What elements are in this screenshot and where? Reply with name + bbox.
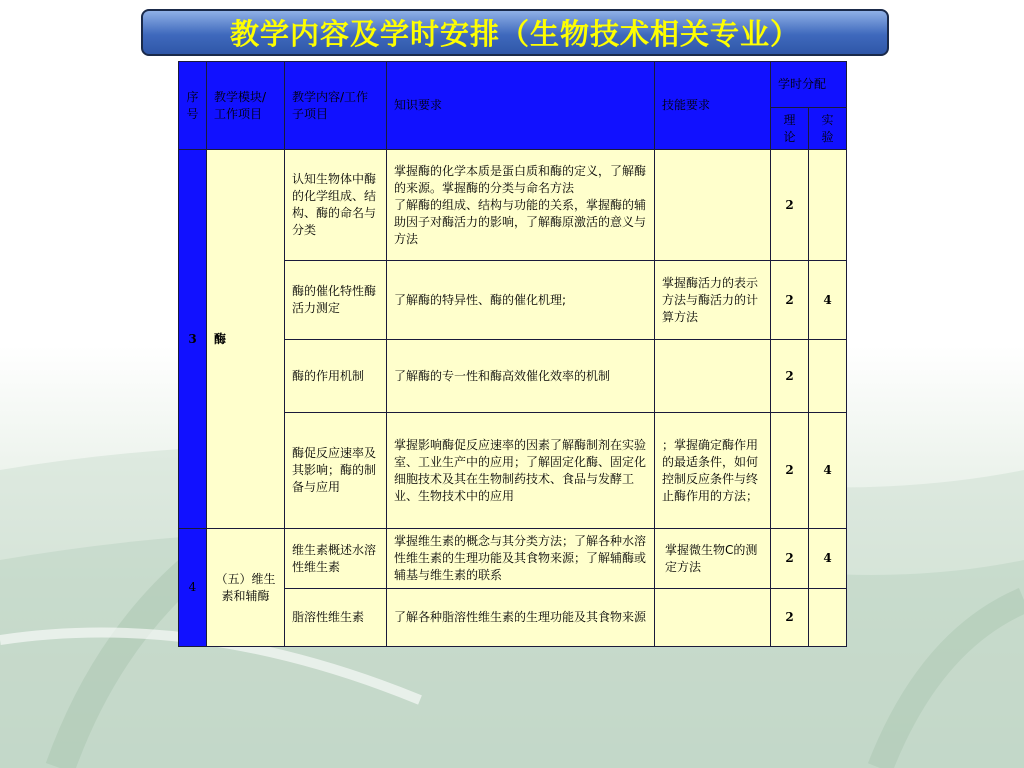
group-seq: 3 <box>179 150 207 529</box>
knowledge-cell: 了解酶的特异性、酶的催化机理; <box>387 261 655 340</box>
syllabus-table <box>178 61 847 647</box>
group-seq: 4 <box>179 529 207 647</box>
experiment-hours <box>809 340 847 413</box>
title-banner <box>141 9 889 56</box>
knowledge-cell: 掌握酶的化学本质是蛋白质和酶的定义，了解酶的来源。掌握酶的分类与命名方法 了解酶的组成、结构与功能的关系，掌握酶的辅助因子对酶活力的影响，了解酶原激活的意义与方法 <box>387 150 655 261</box>
skill-cell: 掌握微生物C的测定方法 <box>655 529 771 589</box>
experiment-hours <box>809 589 847 647</box>
skill-cell: ；掌握确定酶作用的最适条件，如何控制反应条件与终止酶作用的方法； <box>655 413 771 529</box>
header-row <box>179 62 847 108</box>
header-experiment: 实验 <box>809 108 847 150</box>
skill-cell <box>655 589 771 647</box>
content-cell: 脂溶性维生素 <box>285 589 387 647</box>
experiment-hours: 4 <box>809 413 847 529</box>
group-module: 酶 <box>207 150 285 529</box>
header-knowledge: 知识要求 <box>387 62 655 150</box>
theory-hours: 2 <box>771 261 809 340</box>
table-row <box>179 529 847 589</box>
skill-cell: 掌握酶活力的表示方法与酶活力的计算方法 <box>655 261 771 340</box>
group-module: （五）维生素和辅酶 <box>207 529 285 647</box>
knowledge-cell: 掌握维生素的概念与其分类方法；了解各种水溶性维生素的生理功能及其食物来源；了解辅酶或辅基与维生素的联系 <box>387 529 655 589</box>
header-skill: 技能要求 <box>655 62 771 150</box>
content-cell: 酶的催化特性酶活力测定 <box>285 261 387 340</box>
skill-cell <box>655 340 771 413</box>
theory-hours: 2 <box>771 589 809 647</box>
header-seq: 序号 <box>179 62 207 150</box>
header-hours: 学时分配 <box>771 62 847 108</box>
content-cell: 认知生物体中酶的化学组成、结构、酶的命名与分类 <box>285 150 387 261</box>
knowledge-cell: 了解各种脂溶性维生素的生理功能及其食物来源 <box>387 589 655 647</box>
experiment-hours: 4 <box>809 261 847 340</box>
theory-hours: 2 <box>771 529 809 589</box>
knowledge-cell: 了解酶的专一性和酶高效催化效率的机制 <box>387 340 655 413</box>
content-cell: 酶的作用机制 <box>285 340 387 413</box>
table-row <box>179 150 847 261</box>
header-content: 教学内容/工作子项目 <box>285 62 387 150</box>
header-theory: 理论 <box>771 108 809 150</box>
content-cell: 酶促反应速率及其影响；酶的制备与应用 <box>285 413 387 529</box>
skill-cell <box>655 150 771 261</box>
theory-hours: 2 <box>771 340 809 413</box>
experiment-hours: 4 <box>809 529 847 589</box>
theory-hours: 2 <box>771 413 809 529</box>
knowledge-cell: 掌握影响酶促反应速率的因素了解酶制剂在实验室、工业生产中的应用；了解固定化酶、固定化细胞技术及其在生物制药技术、食品与发酵工业、生物技术中的应用 <box>387 413 655 529</box>
header-module: 教学模块/工作项目 <box>207 62 285 150</box>
content-cell: 维生素概述水溶性维生素 <box>285 529 387 589</box>
page-title: 教学内容及学时安排（生物技术相关专业） <box>229 17 800 51</box>
experiment-hours <box>809 150 847 261</box>
theory-hours: 2 <box>771 150 809 261</box>
